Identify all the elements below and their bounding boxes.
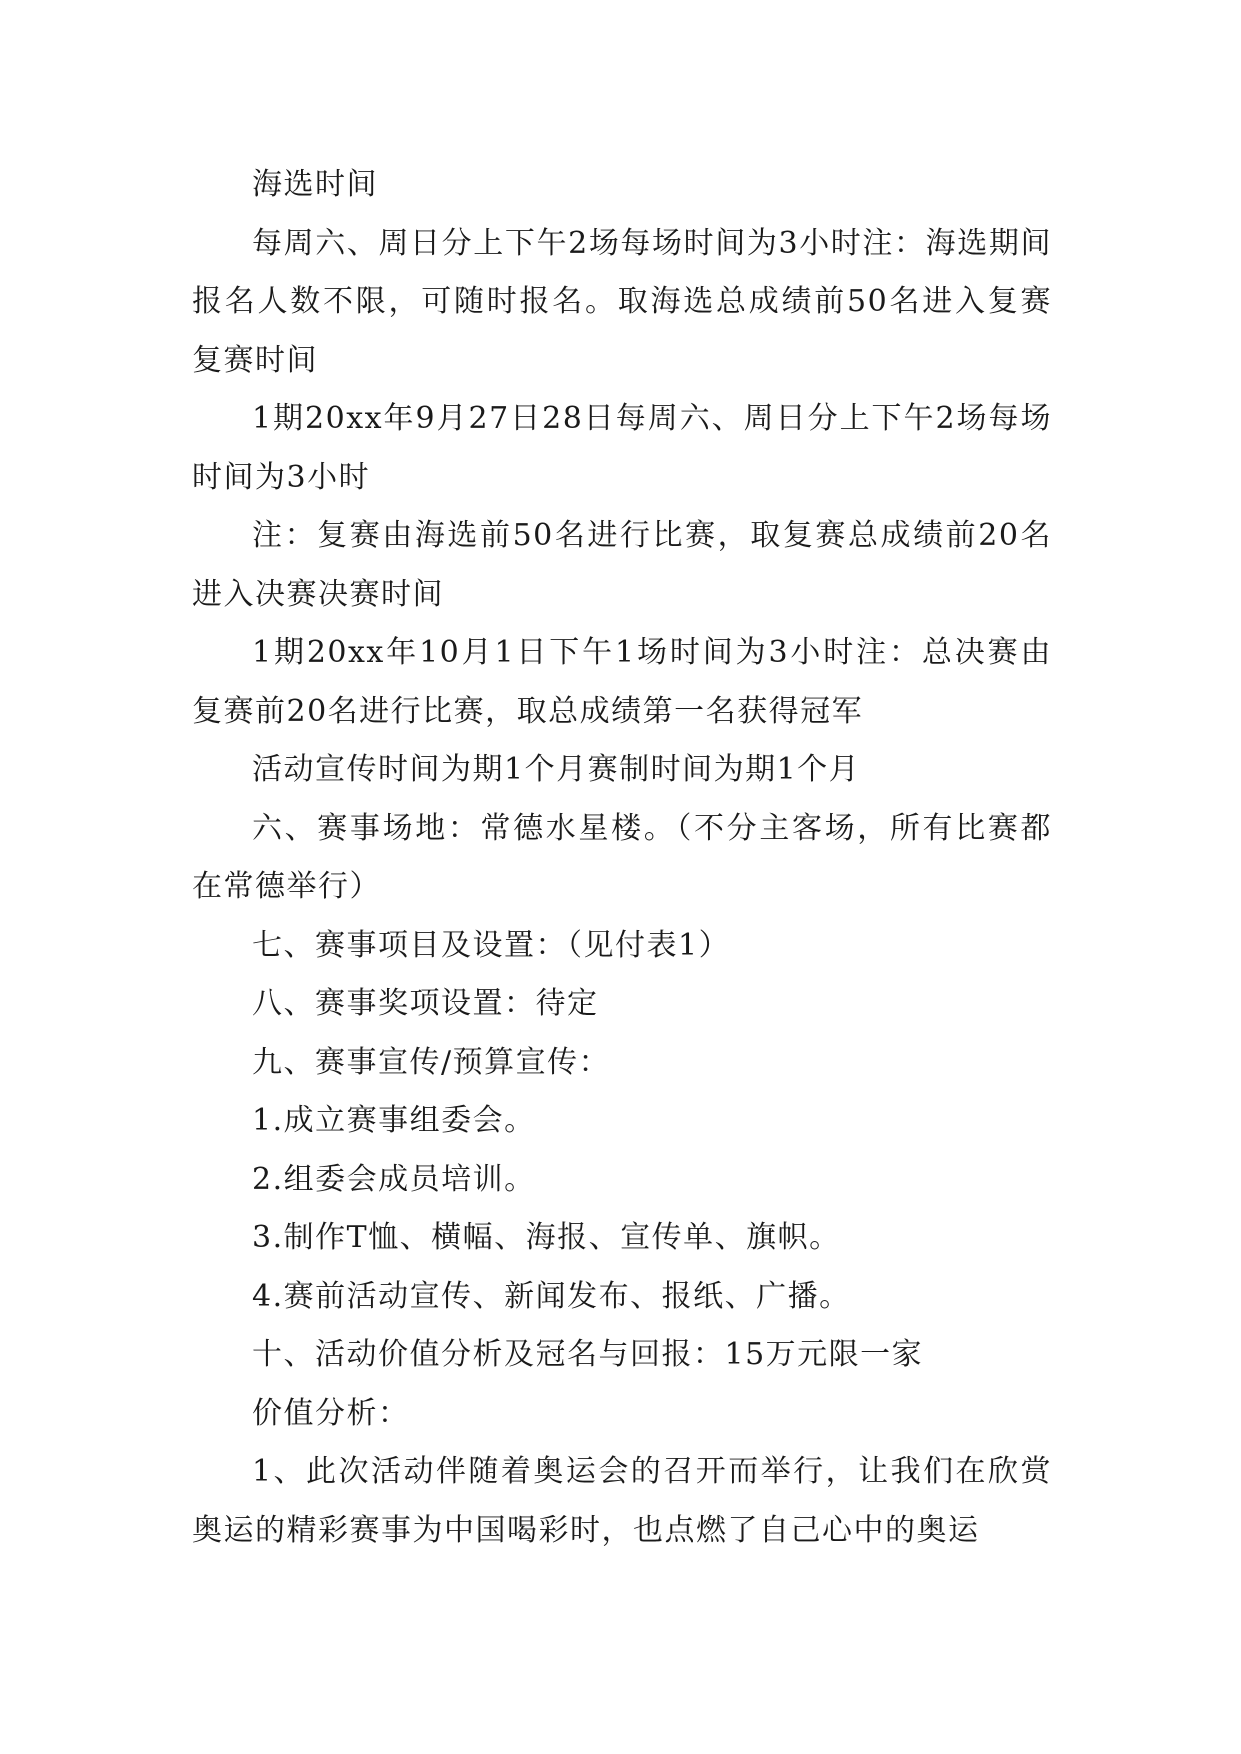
- paragraph-venue: 六、赛事场地：常德水星楼。（不分主客场，所有比赛都在常德举行）: [192, 810, 1052, 904]
- paragraph-audition-schedule: 每周六、周日分上下午2场每场时间为3小时注：海选期间报名人数不限，可随时报名。取海选总成绩前50名进入复赛复赛时间: [192, 225, 1052, 378]
- paragraph-final-schedule: 1期20xx年10月1日下午1场时间为3小时注：总决赛由复赛前20名进行比赛，取总成绩第一名获得冠军: [192, 635, 1052, 729]
- paragraph-value-sponsorship: 十、活动价值分析及冠名与回报：15万元限一家: [252, 1337, 924, 1372]
- paragraph-value-analysis-1: 1、此次活动伴随着奥运会的召开而举行，让我们在欣赏奥运的精彩赛事为中国喝彩时，也点燃了自己心中的奥运: [192, 1454, 1052, 1548]
- paragraph-audition-time-heading: 海选时间: [252, 167, 378, 202]
- list-item-committee: 1.成立赛事组委会。: [252, 1103, 536, 1138]
- paragraph-promotion-budget: 九、赛事宣传/预算宣传：: [252, 1044, 611, 1080]
- paragraph-awards: 八、赛事奖项设置：待定: [252, 986, 599, 1021]
- document-page: [192, 156, 1052, 1560]
- list-item-training: 2.组委会成员培训。: [252, 1161, 536, 1197]
- paragraph-events: 七、赛事项目及设置：（见付表1）: [252, 927, 731, 963]
- paragraph-semifinal-schedule: 1期20xx年9月27日28日每周六、周日分上下午2场每场时间为3小时: [192, 401, 1052, 495]
- list-item-materials: 3.制作T恤、横幅、海报、宣传单、旗帜。: [252, 1220, 841, 1255]
- paragraph-promotion-period: 活动宣传时间为期1个月赛制时间为期1个月: [252, 752, 861, 787]
- list-item-publicity: 4.赛前活动宣传、新闻发布、报纸、广播。: [252, 1278, 851, 1314]
- paragraph-semifinal-note: 注：复赛由海选前50名进行比赛，取复赛总成绩前20名进入决赛决赛时间: [192, 518, 1052, 612]
- paragraph-value-analysis-heading: 价值分析：: [252, 1395, 410, 1431]
